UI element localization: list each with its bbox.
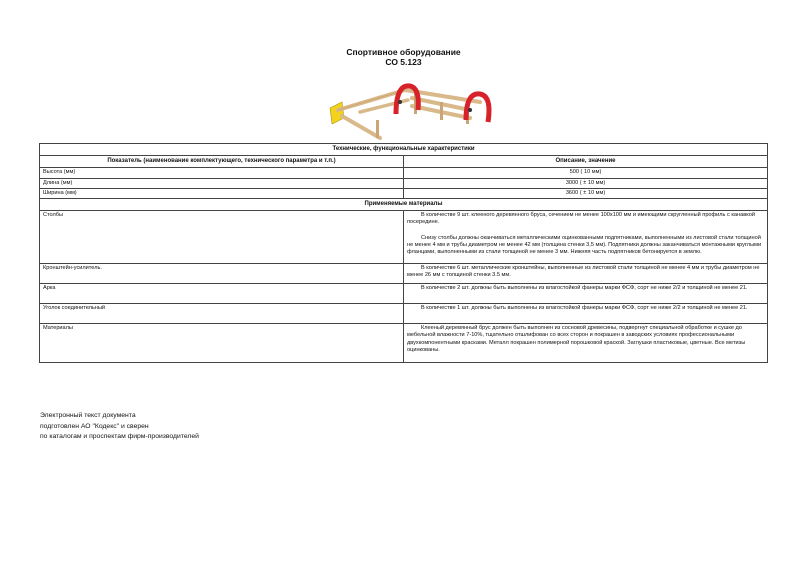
footer-line: по каталогам и проспектам фирм-производителей <box>40 433 199 440</box>
material-name: Уголок соединительный <box>40 304 404 324</box>
dimension-value: 3600 ( ± 10 мм) <box>404 188 768 198</box>
material-description <box>404 211 768 264</box>
table-row <box>40 284 768 304</box>
description-paragraph: Клееный деревянный брус должен быть выполнен из сосновой древесины, подвергнут специальной обработке и сушке до мебельной влажности 7-10%, тщательно отшлифован со всех сторон и покрашен в заводских условиях профессиональными двухкомпонентными красками. Металл покрашен полимерной порошковой краской. Заглушки пластиковые, цветные. Все метизы оцинкованы. <box>407 325 746 353</box>
dimension-name: Высота (мм) <box>40 168 404 178</box>
footer-line: подготовлен АО "Кодекс" и сверен <box>40 422 149 430</box>
table-row <box>40 211 768 264</box>
material-name: Арка <box>40 284 404 304</box>
description-paragraph: В количестве 6 шт. металлические кронштейны, выполненные из листовой стали толщиной не менее 4 мм и трубы диаметром не менее 26 мм с толщиной стенки 3.5 мм. <box>407 265 760 279</box>
footer-line: Электронный текст документа <box>40 412 136 419</box>
description-paragraph: В количестве 9 шт. клееного деревянного бруса, сечением не менее 100х100 мм и имеющими скругленный профиль с канавкой посередине. <box>407 212 755 226</box>
footer-note <box>40 411 199 443</box>
material-name: Материалы <box>40 324 404 363</box>
column-header-parameter: Показатель (наименование комплектующего, технического параметра и т.п.) <box>40 156 404 168</box>
description-paragraph: Снизу столбы должны оканчиваться металлическими оцинкованными подпятниками, выполненными из листовой стали толщиной не менее 4 мм и трубы диаметром не менее 42 мм (толщина стенки 3,5 мм). Подпятники должны заканчиваться монтажными круглыми фланцами, выполненными из стали толщиной не менее 3 мм. Нижняя часть подпятников бетонируется в землю. <box>407 234 762 256</box>
dimension-value: 500 ( 10 мм) <box>404 168 768 178</box>
product-code: СО 5.123 <box>385 57 422 67</box>
document-title: Спортивное оборудование <box>346 47 461 57</box>
table-row <box>40 324 768 363</box>
section-header-characteristics: Технические, функциональные характеристики <box>40 144 768 156</box>
table-row <box>40 304 768 324</box>
column-header-value: Описание, значение <box>404 156 768 168</box>
specification-table <box>39 143 768 363</box>
material-description <box>404 284 768 304</box>
dimension-value: 3000 ( ± 10 мм) <box>404 178 768 188</box>
material-description <box>404 264 768 284</box>
material-description <box>404 324 768 363</box>
table-row <box>40 168 768 178</box>
table-row <box>40 188 768 198</box>
dimension-name: Ширина (мм) <box>40 188 404 198</box>
section-header-materials: Применяемые материалы <box>40 199 768 211</box>
material-description <box>404 304 768 324</box>
description-paragraph: В количестве 2 шт. должны быть выполнены из влагостойкой фанеры марки ФСФ, сорт не ниже 2/2 и толщиной не менее 21. <box>421 285 748 292</box>
description-paragraph: В количестве 1 шт. должны быть выполнены из влагостойкой фанеры марки ФСФ, сорт не ниже 2/2 и толщиной не менее 21. <box>421 305 748 312</box>
material-name: Столбы <box>40 211 404 264</box>
table-row <box>40 264 768 284</box>
equipment-illustration <box>320 80 495 142</box>
table-row <box>40 178 768 188</box>
material-name: Кронштейн-усилитель. <box>40 264 404 284</box>
dimension-name: Длина (мм) <box>40 178 404 188</box>
